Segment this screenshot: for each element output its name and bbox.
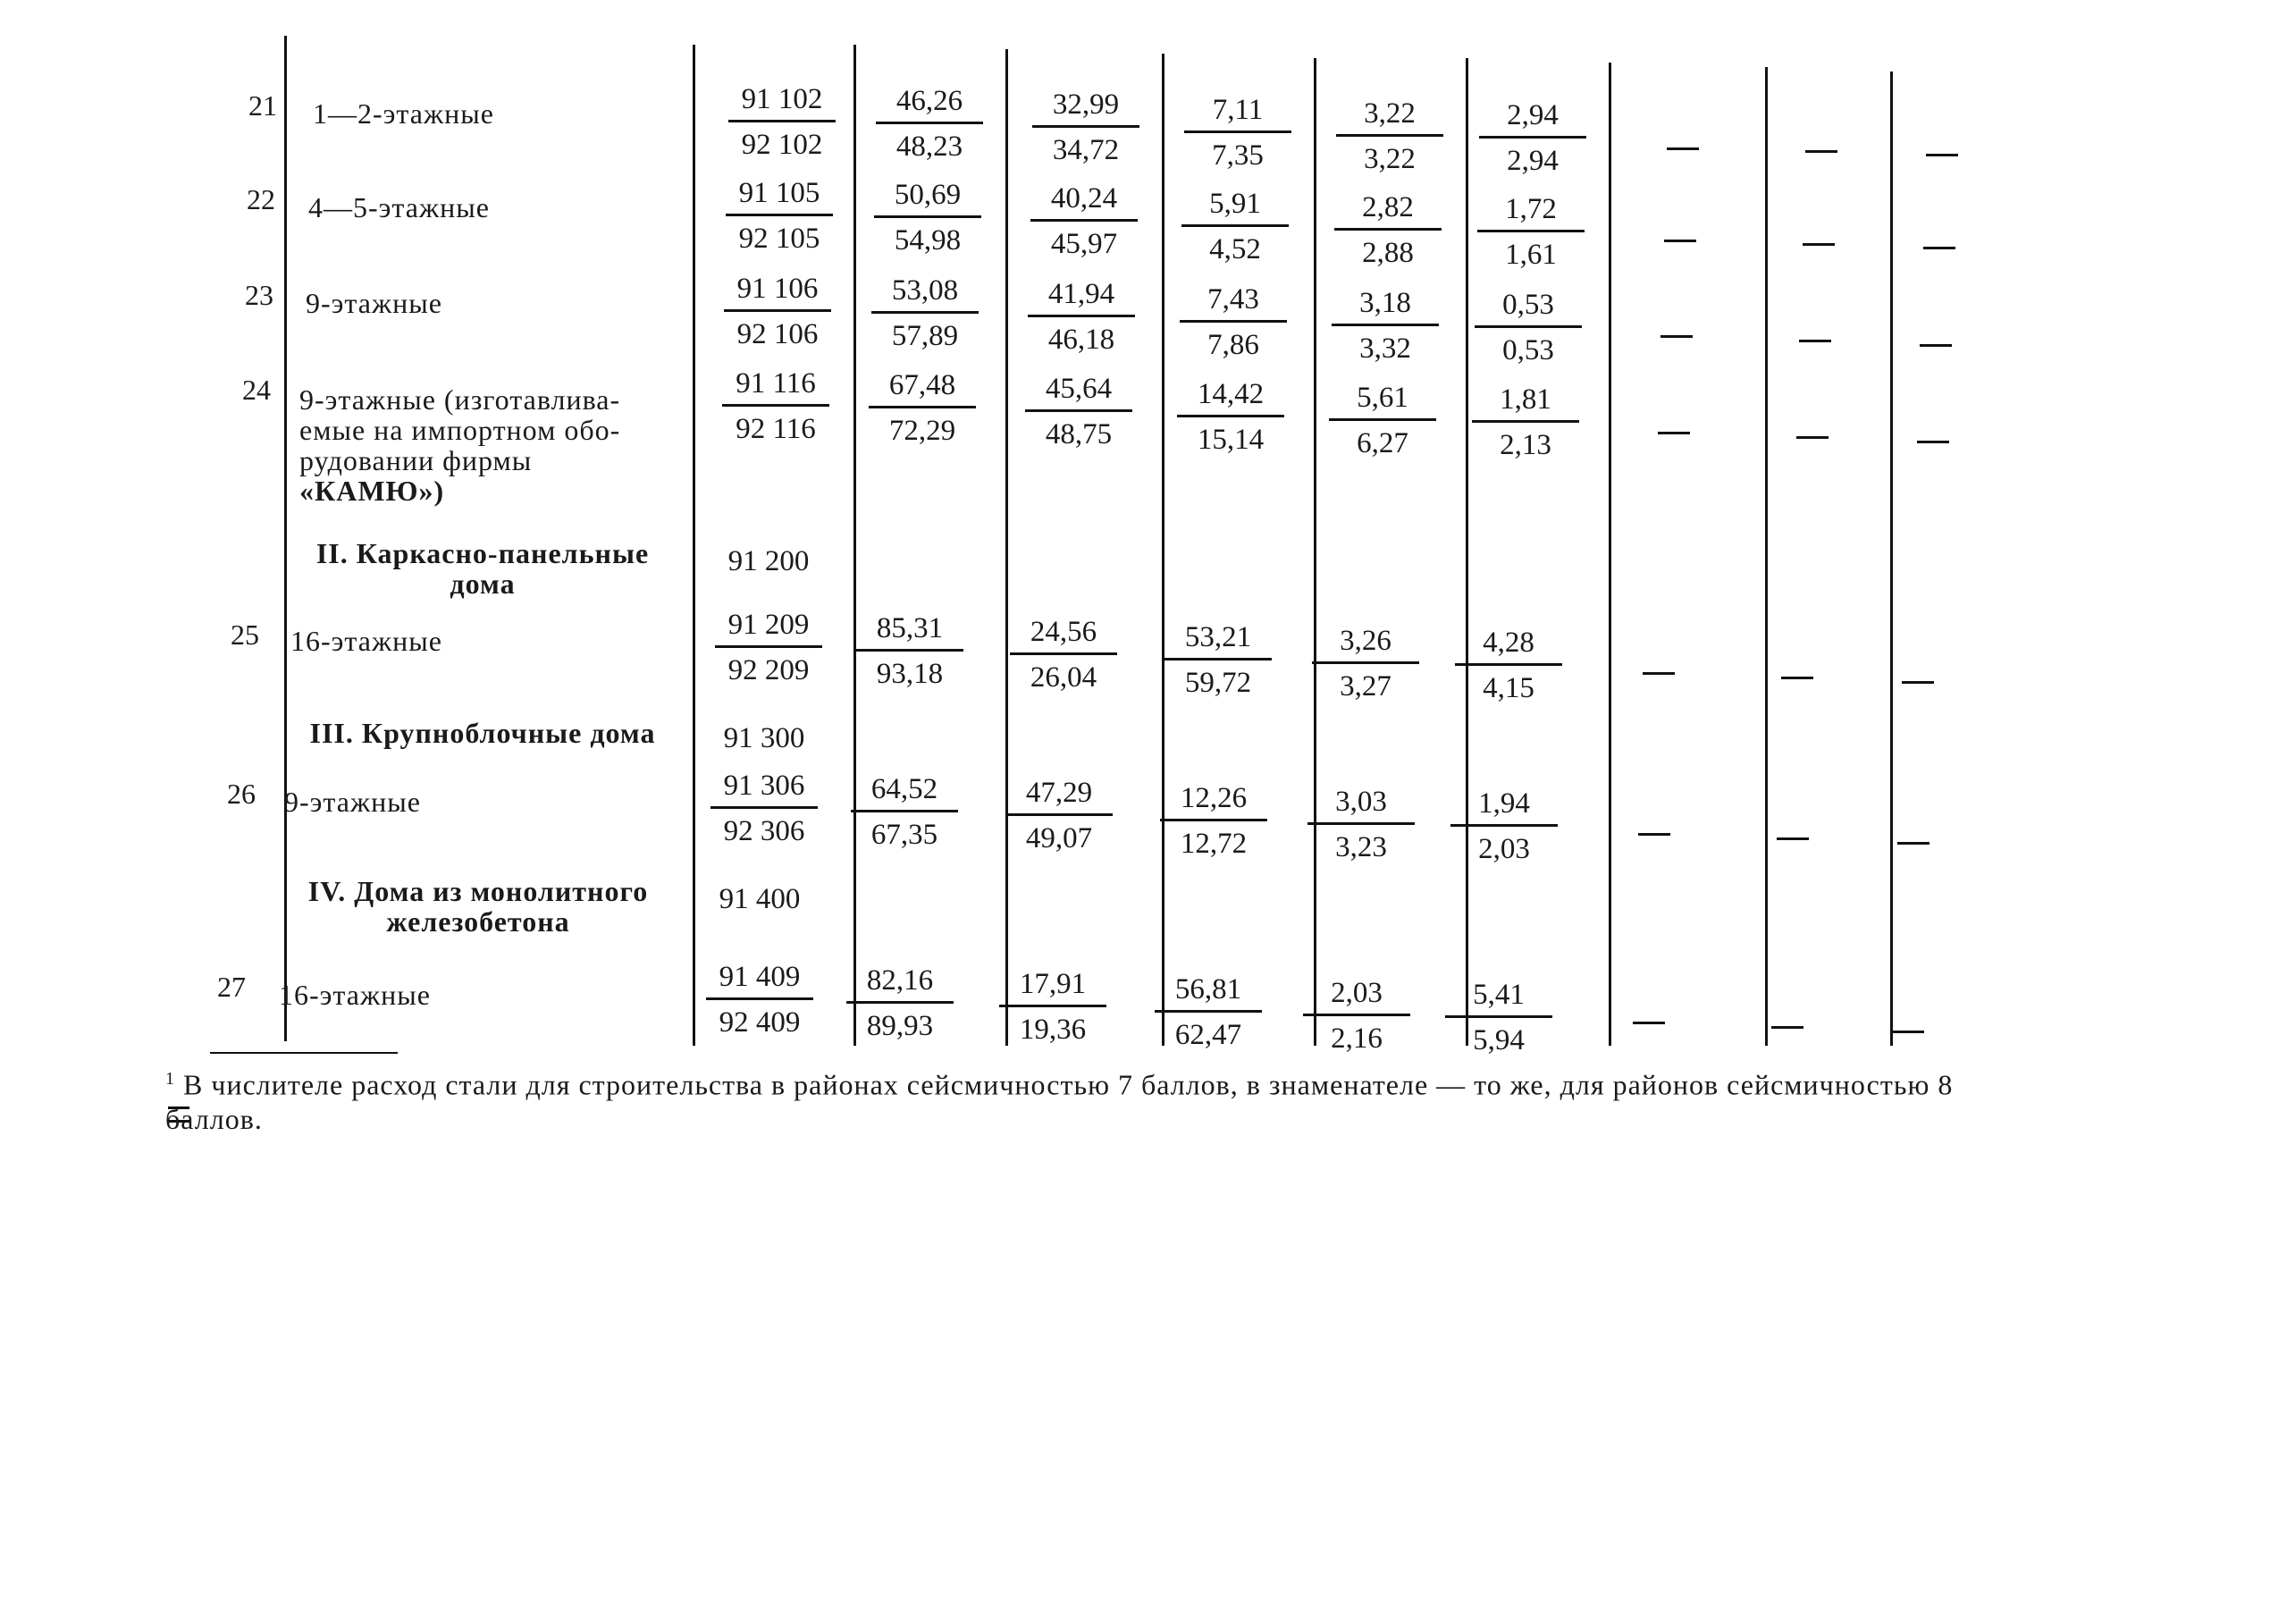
row-name: 9-этажные bbox=[284, 786, 421, 818]
column-rule bbox=[1162, 54, 1164, 1046]
dash-mark bbox=[1638, 833, 1670, 836]
code-numerator: 91 306 bbox=[710, 769, 818, 809]
value-fraction bbox=[1303, 976, 1410, 1056]
code-numerator: 91 106 bbox=[724, 272, 831, 312]
dash-mark bbox=[1633, 1022, 1665, 1024]
value-denominator: 7,35 bbox=[1212, 139, 1264, 172]
value-numerator: 46,26 bbox=[876, 84, 983, 124]
row-number: 27 bbox=[217, 971, 246, 1003]
value-fraction bbox=[1336, 97, 1443, 176]
value-numerator: 67,48 bbox=[869, 368, 976, 408]
code-fraction bbox=[726, 176, 833, 256]
value-fraction bbox=[876, 84, 983, 164]
row-name: 4—5-этажные bbox=[308, 191, 490, 223]
value-numerator: 41,94 bbox=[1028, 277, 1135, 317]
code-fraction bbox=[715, 608, 822, 687]
value-fraction bbox=[1030, 181, 1138, 261]
value-fraction bbox=[1445, 978, 1552, 1057]
row-name: 1—2-этажные bbox=[313, 97, 494, 130]
row-name-line: «КАМЮ») bbox=[299, 475, 445, 507]
code-numerator: 91 116 bbox=[722, 366, 829, 407]
value-numerator: 17,91 bbox=[999, 967, 1106, 1007]
value-denominator: 3,27 bbox=[1340, 670, 1391, 703]
code-numerator: 91 105 bbox=[726, 176, 833, 216]
value-fraction bbox=[1312, 624, 1419, 703]
value-fraction bbox=[856, 611, 963, 691]
code-denominator: 92 209 bbox=[727, 654, 810, 686]
code-fraction bbox=[728, 82, 836, 162]
code-numerator: 91 409 bbox=[706, 960, 813, 1000]
value-numerator: 24,56 bbox=[1010, 615, 1117, 655]
row-name-line: рудовании фирмы bbox=[299, 444, 533, 476]
value-numerator: 56,81 bbox=[1155, 972, 1262, 1013]
value-numerator: 3,18 bbox=[1332, 286, 1439, 326]
value-denominator: 48,23 bbox=[895, 130, 963, 163]
section-title: III. Крупноблочные дома bbox=[309, 717, 656, 749]
value-fraction bbox=[1160, 781, 1267, 861]
dash-mark bbox=[1777, 837, 1809, 840]
dash-mark bbox=[1667, 147, 1699, 150]
value-denominator: 34,72 bbox=[1052, 134, 1120, 166]
column-rule bbox=[1765, 67, 1768, 1046]
section-heading bbox=[277, 876, 679, 937]
value-numerator: 1,81 bbox=[1472, 383, 1579, 423]
value-fraction bbox=[1329, 381, 1436, 460]
column-rule bbox=[1890, 72, 1893, 1046]
value-fraction bbox=[846, 963, 954, 1043]
value-fraction bbox=[1180, 282, 1287, 362]
dash-mark bbox=[1660, 335, 1693, 338]
value-denominator: 3,22 bbox=[1364, 143, 1416, 175]
value-denominator: 4,52 bbox=[1209, 233, 1261, 265]
value-numerator: 2,94 bbox=[1479, 98, 1586, 139]
value-fraction bbox=[1475, 288, 1582, 367]
value-denominator: 72,29 bbox=[888, 415, 956, 447]
value-fraction bbox=[1184, 93, 1291, 172]
value-numerator: 40,24 bbox=[1030, 181, 1138, 222]
value-denominator: 2,88 bbox=[1362, 237, 1414, 269]
section-title: железобетона bbox=[386, 905, 570, 938]
code-fraction bbox=[710, 769, 818, 848]
value-numerator: 53,08 bbox=[871, 273, 979, 314]
value-fraction bbox=[1177, 377, 1284, 457]
row-number: 23 bbox=[245, 279, 273, 311]
value-fraction bbox=[999, 967, 1106, 1047]
code-denominator: 92 116 bbox=[736, 413, 816, 445]
value-fraction bbox=[869, 368, 976, 448]
section-title: IV. Дома из монолитного bbox=[307, 875, 649, 907]
dash-mark bbox=[1805, 150, 1837, 153]
value-denominator: 62,47 bbox=[1174, 1019, 1242, 1051]
dash-mark bbox=[1917, 441, 1949, 443]
value-denominator: 3,23 bbox=[1335, 831, 1387, 863]
code-denominator: 92 105 bbox=[738, 223, 820, 255]
column-rule bbox=[1466, 58, 1468, 1046]
value-denominator: 26,04 bbox=[1030, 661, 1097, 694]
code-numerator: 91 102 bbox=[728, 82, 836, 122]
row-number: 25 bbox=[231, 618, 259, 651]
value-denominator: 4,15 bbox=[1483, 672, 1534, 704]
dash-mark bbox=[1892, 1031, 1924, 1033]
value-denominator: 89,93 bbox=[866, 1010, 934, 1042]
value-denominator: 5,94 bbox=[1473, 1024, 1525, 1056]
value-numerator: 64,52 bbox=[851, 772, 958, 812]
column-rule bbox=[1609, 63, 1611, 1046]
value-numerator: 12,26 bbox=[1160, 781, 1267, 821]
value-fraction bbox=[871, 273, 979, 353]
dash-mark bbox=[1643, 672, 1675, 675]
value-numerator: 47,29 bbox=[1005, 776, 1113, 816]
dash-mark bbox=[1664, 240, 1696, 242]
column-rule bbox=[1314, 58, 1316, 1046]
column-rule bbox=[693, 45, 695, 1046]
value-denominator: 3,32 bbox=[1359, 332, 1411, 365]
value-numerator: 53,21 bbox=[1164, 620, 1272, 661]
value-denominator: 45,97 bbox=[1050, 228, 1118, 260]
value-denominator: 19,36 bbox=[1019, 1014, 1087, 1046]
value-fraction bbox=[1307, 785, 1415, 864]
dash-mark bbox=[1796, 436, 1829, 439]
code-fraction bbox=[724, 272, 831, 351]
value-denominator: 57,89 bbox=[891, 320, 959, 352]
value-numerator: 45,64 bbox=[1025, 372, 1132, 412]
value-numerator: 0,53 bbox=[1475, 288, 1582, 328]
value-fraction bbox=[874, 178, 981, 257]
value-numerator: 3,03 bbox=[1307, 785, 1415, 825]
code-fraction bbox=[722, 366, 829, 446]
value-denominator: 59,72 bbox=[1184, 667, 1252, 699]
row-number: 21 bbox=[248, 89, 277, 122]
dash-mark bbox=[1781, 677, 1813, 679]
section-code: 91 200 bbox=[727, 545, 810, 577]
section-heading bbox=[286, 718, 679, 748]
value-fraction bbox=[1332, 286, 1439, 366]
row-name: 16-этажные bbox=[290, 625, 442, 657]
value-numerator: 3,22 bbox=[1336, 97, 1443, 137]
footnote-rule bbox=[210, 1052, 398, 1054]
value-fraction bbox=[1477, 192, 1585, 272]
value-numerator: 32,99 bbox=[1032, 88, 1139, 128]
value-denominator: 67,35 bbox=[870, 819, 938, 851]
dash-mark bbox=[1926, 154, 1958, 156]
section-code: 91 300 bbox=[723, 722, 805, 754]
value-denominator: 54,98 bbox=[894, 224, 962, 257]
section-title: II. Каркасно-панельные bbox=[315, 537, 650, 569]
value-fraction bbox=[1005, 776, 1113, 855]
value-fraction bbox=[1479, 98, 1586, 178]
value-fraction bbox=[1032, 88, 1139, 167]
value-denominator: 2,13 bbox=[1500, 429, 1551, 461]
value-denominator: 6,27 bbox=[1357, 427, 1408, 459]
value-fraction bbox=[851, 772, 958, 852]
value-fraction bbox=[1164, 620, 1272, 700]
value-numerator: 5,61 bbox=[1329, 381, 1436, 421]
value-numerator: 85,31 bbox=[856, 611, 963, 652]
value-numerator: 5,91 bbox=[1181, 187, 1289, 227]
row-name-line: 9-этажные (изготавлива- bbox=[299, 383, 621, 416]
value-denominator: 2,16 bbox=[1331, 1022, 1383, 1055]
row-number: 22 bbox=[247, 183, 275, 215]
dash-mark bbox=[1920, 344, 1952, 347]
dash-mark bbox=[1799, 340, 1831, 342]
value-numerator: 2,82 bbox=[1334, 190, 1442, 231]
value-numerator: 7,11 bbox=[1184, 93, 1291, 133]
footnote-text: В числителе расход стали для строительства в районах сейсмичностью 7 баллов, в знаменателе — то же, для районов сейсмичностью 8 баллов. bbox=[165, 1068, 1954, 1135]
section-heading bbox=[295, 538, 670, 599]
value-fraction bbox=[1455, 626, 1562, 705]
code-denominator: 92 409 bbox=[719, 1006, 801, 1039]
value-numerator: 1,72 bbox=[1477, 192, 1585, 232]
code-denominator: 92 306 bbox=[723, 815, 805, 847]
dash-mark bbox=[1902, 681, 1934, 684]
section-code: 91 400 bbox=[719, 883, 801, 915]
value-denominator: 48,75 bbox=[1045, 418, 1113, 450]
value-denominator: 1,61 bbox=[1505, 239, 1557, 271]
row-number: 24 bbox=[242, 374, 271, 406]
section-title: дома bbox=[450, 568, 516, 600]
value-denominator: 15,14 bbox=[1197, 424, 1265, 456]
row-name-line: емые на импортном обо- bbox=[299, 414, 621, 446]
code-numerator: 91 209 bbox=[715, 608, 822, 648]
code-denominator: 92 106 bbox=[736, 318, 819, 350]
value-denominator: 49,07 bbox=[1025, 822, 1093, 854]
value-denominator: 46,18 bbox=[1047, 324, 1115, 356]
value-fraction bbox=[1010, 615, 1117, 694]
value-denominator: 12,72 bbox=[1180, 828, 1248, 860]
value-numerator: 50,69 bbox=[874, 178, 981, 218]
value-fraction bbox=[1472, 383, 1579, 462]
dash-mark bbox=[1803, 243, 1835, 246]
dash-mark bbox=[1658, 432, 1690, 434]
code-denominator: 92 102 bbox=[741, 129, 823, 161]
value-denominator: 2,03 bbox=[1478, 833, 1530, 865]
code-fraction bbox=[706, 960, 813, 1039]
column-rule bbox=[1005, 49, 1008, 1046]
row-name bbox=[299, 384, 620, 506]
value-numerator: 82,16 bbox=[846, 963, 954, 1004]
value-numerator: 14,42 bbox=[1177, 377, 1284, 417]
row-name: 9-этажные bbox=[306, 287, 442, 319]
value-denominator: 2,94 bbox=[1507, 145, 1559, 177]
dash-mark bbox=[1923, 247, 1955, 249]
value-fraction bbox=[1028, 277, 1135, 357]
value-numerator: 7,43 bbox=[1180, 282, 1287, 323]
value-numerator: 2,03 bbox=[1303, 976, 1410, 1016]
row-name: 16-этажные bbox=[279, 979, 431, 1011]
value-numerator: 4,28 bbox=[1455, 626, 1562, 666]
value-fraction bbox=[1025, 372, 1132, 451]
value-fraction bbox=[1334, 190, 1442, 270]
value-fraction bbox=[1155, 972, 1262, 1052]
value-fraction bbox=[1450, 787, 1558, 866]
value-denominator: 0,53 bbox=[1502, 334, 1554, 366]
value-denominator: 93,18 bbox=[876, 658, 944, 690]
footnote-marker: 1 bbox=[165, 1069, 175, 1089]
row-number: 26 bbox=[227, 778, 256, 810]
footnote bbox=[165, 1062, 1980, 1136]
value-numerator: 3,26 bbox=[1312, 624, 1419, 664]
dash-mark bbox=[1771, 1026, 1803, 1029]
value-numerator: 5,41 bbox=[1445, 978, 1552, 1018]
dash-mark bbox=[1897, 842, 1930, 845]
column-rule bbox=[853, 45, 856, 1046]
value-fraction bbox=[1181, 187, 1289, 266]
value-denominator: 7,86 bbox=[1207, 329, 1259, 361]
value-numerator: 1,94 bbox=[1450, 787, 1558, 827]
